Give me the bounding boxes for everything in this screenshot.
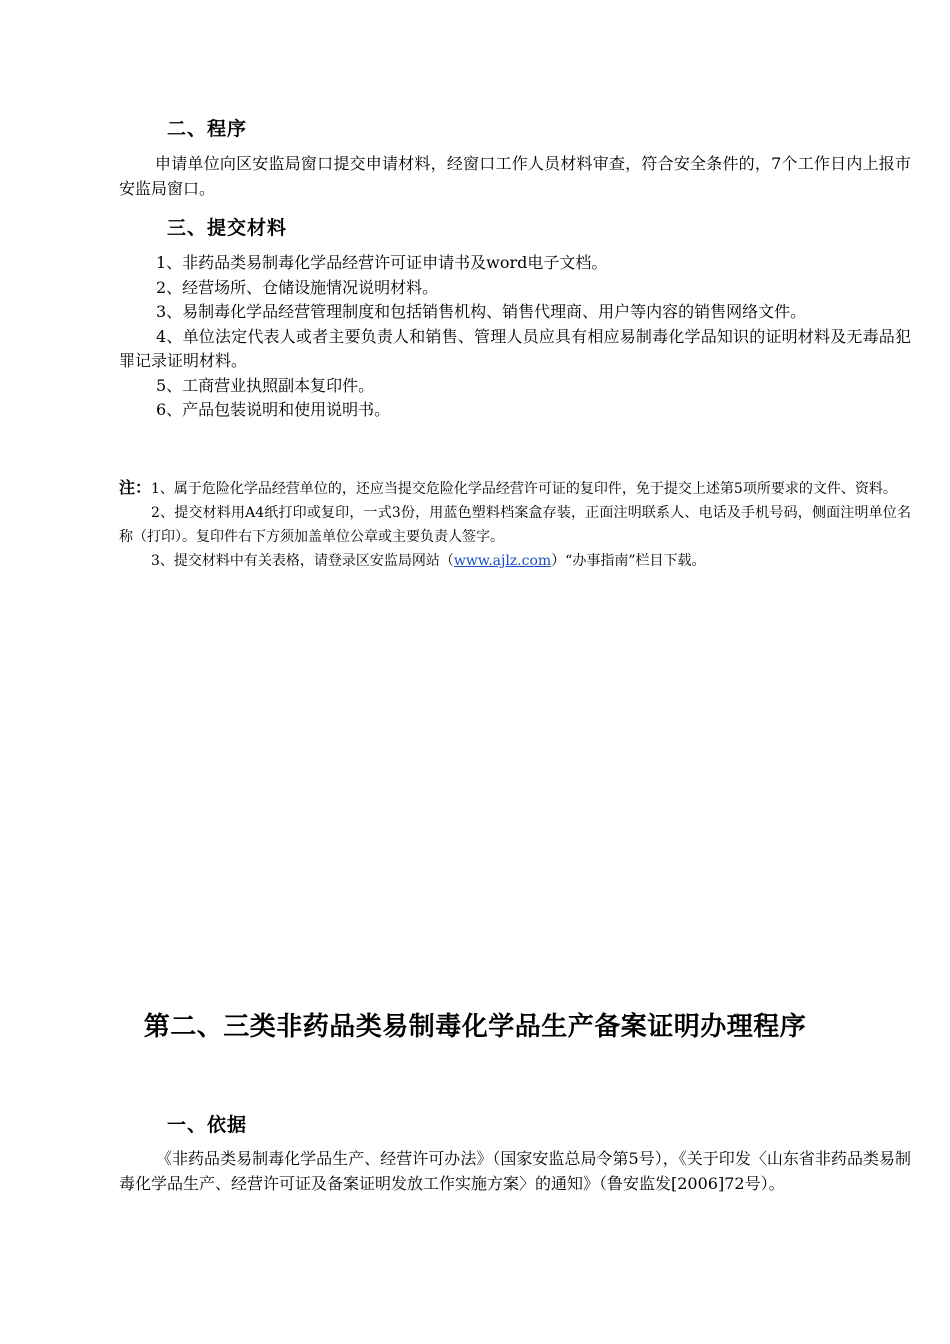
page-title: 第二、三类非药品类易制毒化学品生产备案证明办理程序	[143, 1012, 807, 1042]
list-item: 2、经营场所、仓储设施情况说明材料。	[156, 277, 439, 297]
list-item: 4、单位法定代表人或者主要负责人和销售、管理人员应具有相应易制毒化学品知识的证明材料及无毒品犯罪记录证明材料。	[119, 326, 911, 370]
procedure-text: 申请单位向区安监局窗口提交申请材料，经窗口工作人员材料审查，符合安全条件的，7个工作日内上报市安监局窗口。	[119, 154, 911, 198]
note-2: 2、提交材料用A4纸打印或复印，一式3份，用蓝色塑料档案盒存装，正面注明联系人、电话及手机号码，侧面注明单位名称（打印）。复印件右下方须加盖单位公章或主要负责人签字。	[119, 505, 911, 545]
list-item: 5、工商营业执照副本复印件。	[156, 375, 375, 395]
note-3	[119, 549, 911, 573]
note-3-after: ）“办事指南”栏目下载。	[551, 553, 706, 569]
note-1	[119, 476, 911, 501]
basis-paragraph	[119, 1147, 911, 1196]
website-link[interactable]: www.ajlz.com	[453, 553, 552, 569]
note-label: 注：	[119, 478, 152, 497]
note-1-text: 1、属于危险化学品经营单位的，还应当提交危险化学品经营许可证的复印件，免于提交上述第5项所要求的文件、资料。	[151, 481, 897, 497]
materials-list	[119, 251, 911, 423]
notes-block	[119, 476, 911, 573]
section-heading-materials: 三、提交材料	[167, 217, 288, 239]
section-heading-basis: 一、依据	[167, 1114, 248, 1136]
procedure-paragraph	[119, 152, 911, 201]
section-heading-procedure: 二、程序	[167, 118, 248, 140]
list-item: 6、产品包装说明和使用说明书。	[156, 400, 391, 419]
list-item: 3、易制毒化学品经营管理制度和包括销售机构、销售代理商、用户等内容的销售网络文件。	[156, 302, 807, 321]
list-item: 1、非药品类易制毒化学品经营许可证申请书及word电子文档。	[156, 253, 608, 272]
basis-text: 《非药品类易制毒化学品生产、经营许可办法》（国家安监总局令第5号），《关于印发〈山东省非药品类易制毒化学品生产、经营许可证及备案证明发放工作实施方案〉的通知》（鲁安监发[2006]72号）。	[119, 1149, 911, 1193]
note-3-before: 3、提交材料中有关表格，请登录区安监局网站（	[151, 553, 454, 569]
